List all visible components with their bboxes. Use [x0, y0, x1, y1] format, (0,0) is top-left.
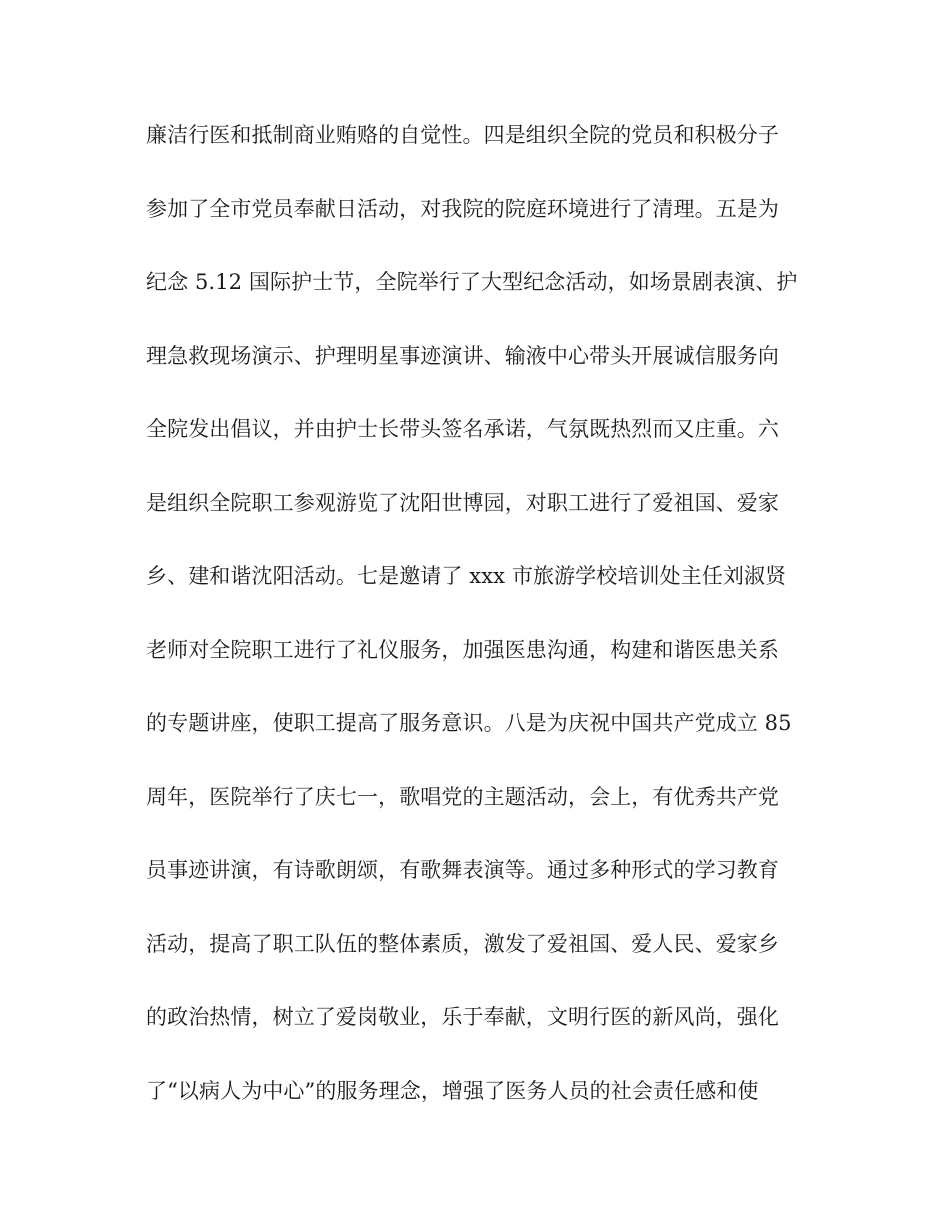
paragraph-line: 理急救现场演示、护理明星事迹演讲、输液中心带头开展诚信服务向 [146, 343, 779, 368]
paragraph-line: 全院发出倡议，并由护士长带头签名承诺，气氛既热烈而又庄重。六 [146, 417, 779, 441]
paragraph-line: 的专题讲座，使职工提高了服务意识。八是为庆祝中国共产党成立 85 [146, 711, 792, 735]
paragraph-line: 纪念 5.12 国际护士节，全院举行了大型纪念活动，如场景剧表演、护 [146, 270, 798, 294]
document-body [146, 112, 816, 1141]
paragraph-line: 参加了全市党员奉献日活动，对我院的院庭环境进行了清理。五是为 [146, 196, 779, 221]
paragraph-line: 乡、建和谐沈阳活动。七是邀请了 xxx 市旅游学校培训处主任刘淑贤 [146, 564, 787, 588]
paragraph-line: 活动，提高了职工队伍的整体素质，激发了爱祖国、爱人民、爱家乡 [146, 931, 779, 956]
paragraph-line: 员事迹讲演，有诗歌朗颂，有歌舞表演等。通过多种形式的学习教育 [146, 858, 779, 882]
paragraph-line: 的政治热情，树立了爱岗敬业，乐于奉献，文明行医的新风尚，强化 [146, 1005, 779, 1029]
paragraph-line: 周年，医院举行了庆七一，歌唱党的主题活动，会上，有优秀共产党 [146, 784, 779, 809]
paragraph-line: 了“以病人为中心”的服务理念，增强了医务人员的社会责任感和使 [146, 1078, 759, 1103]
paragraph-line: 是组织全院职工参观游览了沈阳世博园，对职工进行了爱祖国、爱家 [146, 490, 779, 515]
paragraph-line: 老师对全院职工进行了礼仪服务，加强医患沟通，构建和谐医患关系 [146, 637, 779, 662]
paragraph-line: 廉洁行医和抵制商业贿赂的自觉性。四是组织全院的党员和积极分子 [146, 123, 779, 147]
